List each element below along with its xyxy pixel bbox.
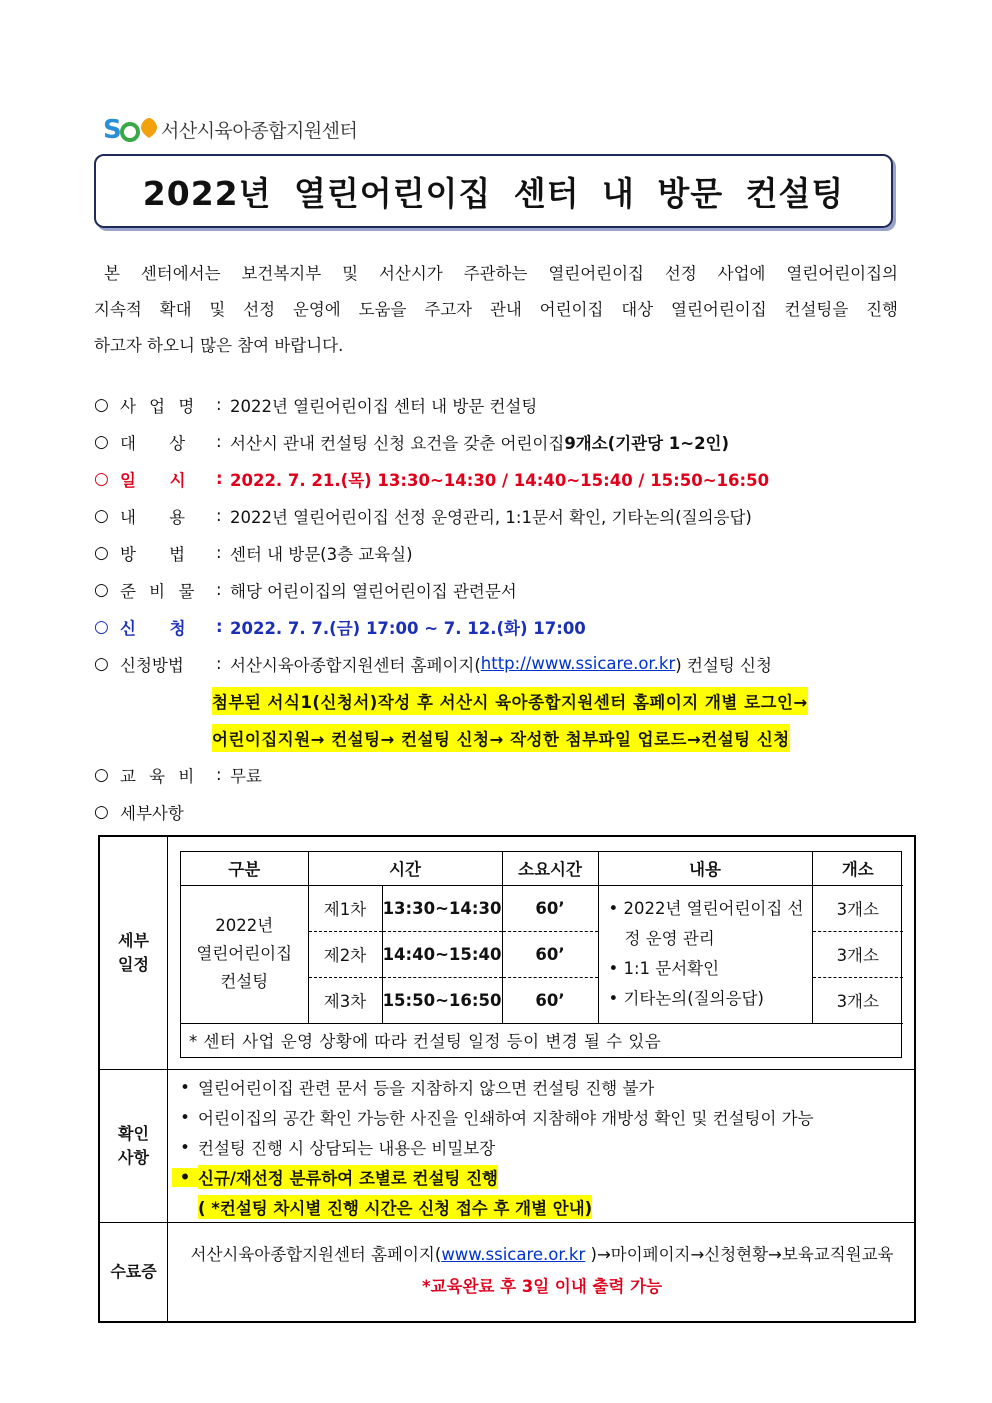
certificate-link[interactable]: www.ssicare.or.kr (441, 1245, 586, 1264)
list-item (172, 1132, 912, 1162)
bullet: • (180, 1077, 190, 1097)
duration-cell: 60’ (502, 931, 598, 977)
schedule-note: * 센터 사업 운영 상황에 따라 컨설팅 일정 등이 변경 될 수 있음 (189, 1032, 662, 1052)
circle-bullet: ○ (94, 431, 109, 452)
info-list (94, 386, 914, 830)
intro-line-1: 본 센터에서는 보건복지부 및 서산시가 주관하는 열린어린이집 선정 사업에 열린어린이집의 (104, 264, 898, 283)
page-title: 2022년 열린어린이집 센터 내 방문 컨설팅 (142, 173, 845, 213)
item-value: 2022. 7. 7.(금) 17:00 ~ 7. 12.(화) 17:00 (230, 618, 586, 638)
item-label: 사 업 명 (120, 396, 199, 416)
time-cell: 13:30~14:30 (382, 885, 502, 931)
duration-cell: 60’ (502, 977, 598, 1023)
list-item (172, 1162, 912, 1192)
item-label: 내 용 (120, 507, 200, 527)
round-cell: 제3차 (308, 977, 382, 1023)
circle-bullet: ○ (94, 505, 109, 526)
schedule-table (180, 851, 902, 1058)
duration-cell: 60’ (502, 885, 598, 931)
detail-table (98, 835, 916, 1323)
schedule-heading (100, 837, 168, 1069)
circle-bullet: ○ (94, 616, 109, 637)
category-line: 열린어린이집 (196, 944, 293, 963)
title-box (94, 154, 893, 228)
bullet: • (180, 1107, 190, 1127)
circle-bullet: ○ (94, 801, 109, 822)
center-logo-icon (103, 112, 163, 146)
round-cell: 제2차 (308, 931, 382, 977)
time-cell: 14:40~15:40 (382, 931, 502, 977)
item-date: ○ 일 시 : 2022. 7. 21.(목) 13:30~14:30 / 14:40~15:40 / 15:50~16:50 (94, 468, 770, 490)
bullet: • (172, 1168, 198, 1187)
count-cell: 3개소 (812, 977, 903, 1023)
item-label: 방 법 (120, 544, 200, 564)
certificate-text: )→마이페이지→신청현황→보육교직원교육 (585, 1245, 894, 1264)
certificate-content (168, 1223, 916, 1321)
confirm-highlight: 신규/재선정 분류하여 조별로 컨설팅 진행 (198, 1165, 498, 1189)
item-target: ○ 대 상 : 서산시 관내 컨설팅 신청 요건을 갖춘 어린이집 9개소(기관당 1~2인) (94, 431, 730, 453)
item-content: ○ 내 용 : 2022년 열린어린이집 선정 운영관리, 1:1문서 확인, 기타논의(질의응답) (94, 505, 752, 527)
schedule-section (100, 837, 914, 1070)
item-details (94, 793, 914, 830)
item-value: 센터 내 방문(3층 교육실) (230, 544, 413, 564)
item-value: 해당 어린이집의 열린어린이집 관련문서 (230, 581, 517, 601)
apply-steps-line-2 (94, 719, 914, 756)
intro-line-2: 지속적 확대 및 선정 운영에 도움을 주고자 관내 어린이집 대상 열린어린이집 컨설팅을 진행 (94, 300, 898, 319)
apply-steps-highlight: 어린이집지원→ 컨설팅→ 컨설팅 신청→ 작성한 첨부파일 업로드→컨설팅 신청 (212, 724, 790, 752)
content-item: • 기타논의(질의응답) (608, 989, 764, 1008)
item-value: 2022. 7. 21.(목) 13:30~14:30 / 14:40~15:40 / 15:50~16:50 (230, 470, 770, 490)
certificate-text: 서산시육아종합지원센터 홈페이지( (190, 1245, 442, 1264)
item-value: 무료 (230, 766, 262, 786)
item-value: 2022년 열린어린이집 센터 내 방문 컨설팅 (230, 396, 538, 416)
confirm-list (172, 1072, 912, 1222)
circle-bullet: ○ (94, 653, 109, 674)
bullet: • (180, 1137, 190, 1157)
item-apply-method: ○ 신청방법 : 서산시육아종합지원센터 홈페이지( http://www.ssicare.or.kr ) 컨설팅 신청 (94, 653, 772, 675)
intro-line-3: 하고자 하오니 많은 참여 바랍니다. (94, 336, 344, 355)
circle-bullet: ○ (94, 764, 109, 785)
confirm-heading (100, 1070, 168, 1222)
category-cell (181, 885, 308, 1023)
item-apply: ○ 신 청 : 2022. 7. 7.(금) 17:00 ~ 7. 12.(화) 17:00 (94, 616, 586, 638)
homepage-link[interactable]: http://www.ssicare.or.kr (480, 654, 676, 673)
list-item (172, 1072, 912, 1102)
item-supplies: ○ 준 비 물 : 해당 어린이집의 열린어린이집 관련문서 (94, 579, 517, 601)
category-line: 2022년 (215, 916, 274, 935)
round-cell: 제1차 (308, 885, 382, 931)
circle-bullet: ○ (94, 542, 109, 563)
circle-bullet: ○ (94, 394, 109, 415)
col-header: 구분 (181, 852, 308, 885)
confirm-highlight-sub: ( *컨설팅 차시별 진행 시간은 신청 접수 후 개별 안내) (198, 1195, 592, 1219)
item-label: 교 육 비 (120, 766, 199, 786)
list-item (172, 1192, 912, 1222)
category-line: 컨설팅 (220, 972, 269, 991)
item-value: 2022년 열린어린이집 선정 운영관리, 1:1문서 확인, 기타논의(질의응답) (230, 507, 752, 527)
item-label: 준 비 물 (120, 581, 199, 601)
confirm-section (100, 1070, 914, 1223)
svg-text:S: S (103, 115, 122, 145)
item-value: 서산시 관내 컨설팅 신청 요건을 갖춘 어린이집 (230, 433, 565, 453)
item-fee: ○ 교 육 비 : 무료 (94, 764, 262, 786)
content-item: • 1:1 문서확인 (608, 959, 720, 978)
heading-line: 세부 (118, 931, 149, 950)
intro-paragraph (94, 256, 898, 364)
item-value-bold: 9개소(기관당 1~2인) (564, 433, 730, 453)
heading-line: 수료증 (110, 1262, 157, 1281)
heading-line: 사항 (118, 1148, 149, 1167)
apply-steps-highlight: 첨부된 서식1(신청서)작성 후 서산시 육아종합지원센터 홈페이지 개별 로그인→ (212, 687, 808, 715)
certificate-path (168, 1241, 916, 1265)
heading-line: 일정 (118, 955, 149, 974)
item-project: ○ 사 업 명 : 2022년 열린어린이집 센터 내 방문 컨설팅 (94, 394, 538, 416)
confirm-text: 어린이집의 공간 확인 가능한 사진을 인쇄하여 지참해야 개방성 확인 및 컨설팅이 가능 (198, 1109, 814, 1128)
content-cell (598, 885, 812, 1023)
confirm-text: 컨설팅 진행 시 상담되는 내용은 비밀보장 (198, 1139, 496, 1158)
heading-line: 확인 (118, 1124, 149, 1143)
item-label: 일 시 (120, 470, 200, 490)
item-method: ○ 방 법 : 센터 내 방문(3층 교육실) (94, 542, 413, 564)
item-label: 신청방법 (120, 655, 184, 675)
content-item: • 2022년 열린어린이집 선정 운영 관리 (608, 899, 804, 948)
col-header: 개소 (812, 852, 903, 885)
count-cell: 3개소 (812, 885, 903, 931)
certificate-section (100, 1223, 914, 1321)
center-logo (103, 112, 357, 146)
item-value: 서산시육아종합지원센터 홈페이지( (230, 655, 481, 675)
circle-bullet: ○ (94, 468, 109, 489)
item-value-post: ) 컨설팅 신청 (675, 655, 772, 675)
certificate-heading (100, 1223, 168, 1321)
count-cell: 3개소 (812, 931, 903, 977)
list-item (172, 1102, 912, 1132)
item-label: 대 상 (120, 433, 200, 453)
time-cell: 15:50~16:50 (382, 977, 502, 1023)
confirm-text: 열린어린이집 관련 문서 등을 지참하지 않으면 컨설팅 진행 불가 (198, 1079, 655, 1098)
col-header: 내용 (598, 852, 812, 885)
col-header: 시간 (308, 852, 502, 885)
item-label: 세부사항 (120, 803, 184, 823)
item-label: 신 청 (120, 618, 200, 638)
apply-steps-line-1 (94, 682, 914, 719)
table-row (181, 885, 903, 931)
certificate-note: *교육완료 후 3일 이내 출력 가능 (421, 1277, 663, 1296)
center-logo-text: 서산시육아종합지원센터 (161, 119, 358, 142)
circle-bullet: ○ (94, 579, 109, 600)
col-header: 소요시간 (502, 852, 598, 885)
